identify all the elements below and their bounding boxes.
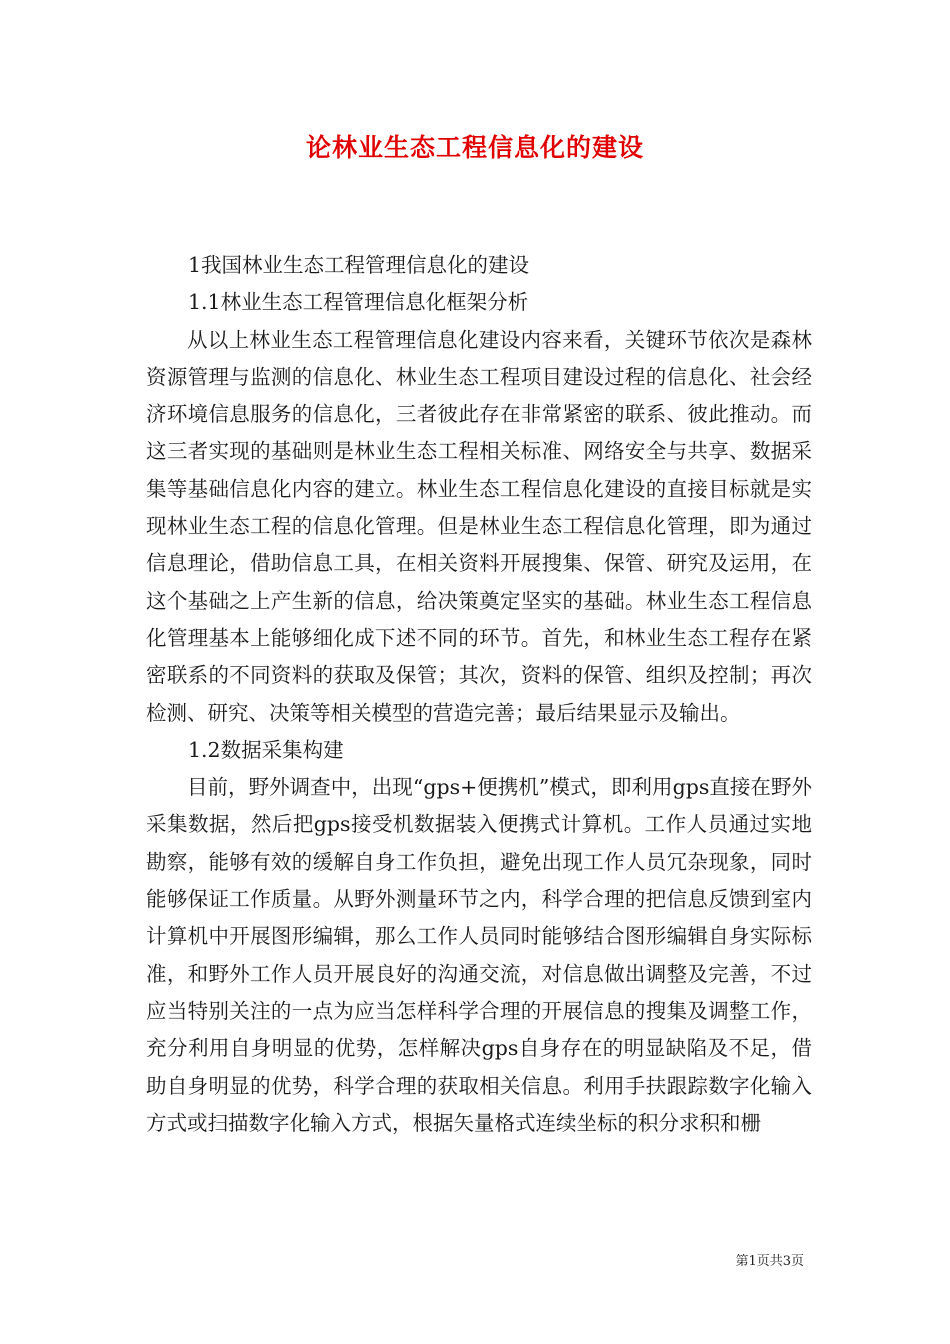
document-title: 论林业生态工程信息化的建设 <box>305 133 644 162</box>
section-heading-1-1: 1.1林业生态工程管理信息化框架分析 <box>188 290 529 315</box>
section-heading-1: 1我国林业生态工程管理信息化的建设 <box>188 253 530 277</box>
page-footer <box>735 1250 804 1269</box>
page-number: 第1页共3页 <box>735 1254 804 1269</box>
section-heading-1-2: 1.2数据采集构建 <box>188 737 344 762</box>
body-paragraph-2: 目前，野外调查中，出现“gps+便携机”模式，即利用gps直接在野外采集数据，然后把gps接受机数据装入便携式计算机。工作人员通过实地勘察，能够有效的缓解自身工作负担，避免出现工作人员冗杂现象，同时能够保证工作质量。从野外测量环节之内，科学合理的把信息反馈到室内计算机中开展图形编辑，那么工作人员同时能够结合图形编辑自身实际标准，和野外工作人员开展良好的沟通交流，对信息做出调整及完善，不过应当特别关注的一点为应当怎样科学合理的开展信息的搜集及调整工作，充分利用自身明显的优势，怎样解决gps自身存在的明显缺陷及不足，借助自身明显的优势，科学合理的获取相关信息。利用手扶跟踪数字化输入方式或扫描数字化输入方式，根据矢量格式连续坐标的积分求积和栅 <box>146 775 812 1135</box>
document-body <box>146 247 812 1142</box>
body-paragraph-1: 从以上林业生态工程管理信息化建设内容来看，关键环节依次是森林资源管理与监测的信息化、林业生态工程项目建设过程的信息化、社会经济环境信息服务的信息化，三者彼此存在非常紧密的联系、彼此推动。而这三者实现的基础则是林业生态工程相关标准、网络安全与共享、数据采集等基础信息化内容的建立。林业生态工程信息化建设的直接目标就是实现林业生态工程的信息化管理。但是林业生态工程信息化管理，即为通过信息理论，借助信息工具，在相关资料开展搜集、保管、研究及运用，在这个基础之上产生新的信息，给决策奠定坚实的基础。林业生态工程信息化管理基本上能够细化成下述不同的环节。首先，和林业生态工程存在紧密联系的不同资料的获取及保管；其次，资料的保管、组织及控制；再次检测、研究、决策等相关模型的营造完善；最后结果显示及输出。 <box>146 327 812 725</box>
